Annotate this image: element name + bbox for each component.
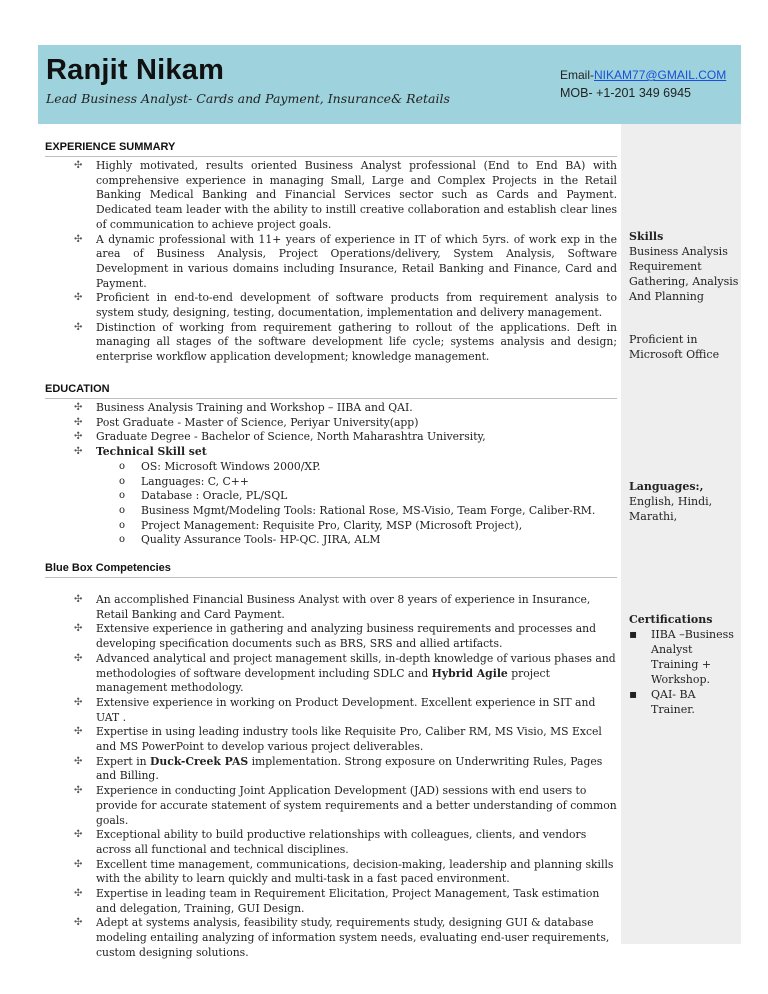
- bullet-icon: ✣: [74, 785, 83, 797]
- candidate-title: Lead Business Analyst- Cards and Payment, Insurance& Retails: [46, 91, 450, 106]
- resume-header: [38, 45, 741, 124]
- certifications-title: Certifications: [629, 613, 713, 626]
- list-item: ✣ Post Graduate - Master of Science, Periyar University(app): [74, 415, 419, 429]
- skill-line: Business Analysis: [629, 245, 728, 258]
- email-line: [560, 68, 726, 82]
- skill-set-title: Technical Skill set: [96, 445, 207, 459]
- phone-line: MOB- +1-201 349 6945: [560, 86, 691, 100]
- skill-item: o Project Management: Requisite Pro, Clarity, MSP (Microsoft Project),: [119, 518, 523, 532]
- bullet-icon: ✣: [74, 292, 83, 304]
- bullet-icon: ✣: [74, 652, 83, 664]
- list-item: ✣ Extensive experience in gathering and analyzing business requirements and processes and developing specification documents such as BRS, SRS and allied artifacts.: [74, 622, 597, 651]
- circle-bullet-icon: o: [119, 504, 126, 516]
- competencies-section: [45, 593, 617, 961]
- bullet-icon: ✣: [74, 726, 83, 738]
- skill-line: Gathering, Analysis: [629, 275, 739, 288]
- experience-list: [45, 159, 617, 365]
- skill-item: o Business Mgmt/Modeling Tools: Rational Rose, MS-Visio, Team Forge, Caliber-RM.: [119, 503, 596, 517]
- section-divider: [45, 156, 617, 157]
- education-list: [45, 401, 617, 460]
- email-link[interactable]: NIKAM77@GMAIL.COM: [594, 68, 727, 82]
- skills-title: Skills: [629, 230, 664, 243]
- list-item: ✣ Business Analysis Training and Workshop – IIBA and QAI.: [74, 401, 413, 414]
- circle-bullet-icon: o: [119, 475, 126, 487]
- competencies-list: [45, 593, 617, 961]
- list-item: ✣ Exceptional ability to build productive relationships with colleagues, clients, and vendors across all functional and technical disciplines.: [74, 828, 587, 856]
- section-divider: [45, 398, 617, 399]
- bullet-icon: ✣: [74, 917, 83, 929]
- skill-item: o Quality Assurance Tools- HP-QC. JIRA, ALM: [119, 533, 381, 547]
- list-item: ✣ Expertise in using leading industry tools like Requisite Pro, Caliber RM, MS Visio, MS Excel and MS PowerPoint to develop various project deliverables.: [74, 725, 602, 754]
- list-item: ✣ Proficient in end-to-end development of software products from requirement analysis to system study, designing, testing, documentation, implementation and delivery management.: [74, 291, 617, 320]
- sidebar-skills: [629, 229, 739, 304]
- experience-section-title: EXPERIENCE SUMMARY: [45, 141, 176, 153]
- certification-list: [629, 627, 739, 717]
- bullet-icon: ✣: [74, 858, 83, 870]
- certification-item: ▪ QAI- BA Trainer.: [629, 687, 739, 717]
- skill-item: o OS: Microsoft Windows 2000/XP.: [119, 459, 321, 473]
- proficient-line: Microsoft Office: [629, 348, 720, 361]
- candidate-name: Ranjit Nikam: [46, 54, 225, 86]
- list-item: ✣ Experience in conducting Joint Application Development (JAD) sessions with end users to provide for accurate statement of system requirements and a better understanding of common goals.: [74, 784, 617, 827]
- circle-bullet-icon: o: [119, 519, 126, 531]
- languages-title: Languages:,: [629, 480, 704, 493]
- sidebar: [621, 124, 741, 944]
- bullet-icon: ✣: [74, 233, 83, 245]
- bullet-icon: ✣: [74, 321, 83, 333]
- sidebar-certifications: [629, 612, 739, 717]
- education-section: [45, 401, 617, 548]
- language-line: Marathi,: [629, 510, 678, 523]
- bullet-icon: ✣: [74, 416, 83, 428]
- list-item: ✣ A dynamic professional with 11+ years of experience in IT of which 5yrs. of work exp in the area of Business Analysis, Project Operations/delivery, System Analysis, Software Development in various domains including Insurance, Retail Banking and Finance, Card and Payment.: [74, 232, 617, 290]
- list-item: ✣ Expertise in leading team in Requirement Elicitation, Project Management, Task estimation and delegation, Training, GUI Design.: [74, 887, 600, 915]
- bullet-icon: ✣: [74, 623, 83, 635]
- list-item: ✣ An accomplished Financial Business Analyst with over 8 years of experience in Insurance, Retail Banking and Card Payment.: [74, 593, 591, 621]
- bullet-icon: ✣: [74, 431, 83, 443]
- list-item: ✣ Excellent time management, communications, decision-making, leadership and planning skills with the ability to learn quickly and multi-task in a fast paced environment.: [74, 857, 614, 886]
- education-section-title: EDUCATION: [45, 383, 110, 395]
- bullet-icon: ✣: [74, 446, 83, 458]
- certification-item: ▪ IIBA –Business Analyst Training + Workshop.: [629, 627, 739, 687]
- technical-skill-list: [45, 460, 617, 548]
- circle-bullet-icon: o: [119, 534, 126, 546]
- list-item: ✣ Distinction of working from requirement gathering to rollout of the applications. Deft in managing all stages of the software development life cycle; systems analysis and design; enterprise workflow application development; knowledge management.: [74, 320, 617, 364]
- competencies-section-title: Blue Box Competencies: [45, 562, 171, 574]
- bullet-icon: ✣: [74, 829, 83, 841]
- proficient-line: Proficient in: [629, 333, 698, 346]
- skill-item: o Languages: C, C++: [119, 474, 249, 488]
- list-item: ✣ Highly motivated, results oriented Business Analyst professional (End to End BA) with comprehensive experience in managing Small, Large and Complex Projects in the Retail Banking Medical Banking and Financial Services sector such as Cards and Payment. Dedicated team leader with the ability to instill creative collaboration and establish clear lines of communication to achieve project goals.: [74, 159, 617, 231]
- bullet-icon: ✣: [74, 160, 83, 171]
- skill-line: And Planning: [629, 290, 704, 303]
- experience-section: [45, 159, 617, 365]
- list-item: ✣ Advanced analytical and project management skills, in-depth knowledge of various phases and methodologies of software development including SDLC and Hybrid Agile project management methodology.: [74, 651, 616, 695]
- circle-bullet-icon: o: [119, 490, 126, 502]
- list-item: ✣ Graduate Degree - Bachelor of Science, North Maharashtra University,: [74, 430, 486, 444]
- bullet-icon: ✣: [74, 594, 83, 605]
- bullet-icon: ✣: [74, 402, 83, 413]
- sidebar-languages: [629, 479, 739, 524]
- list-item: ✣ Extensive experience in working on Product Development. Excellent experience in SIT and UAT .: [74, 695, 596, 724]
- section-divider: [45, 577, 617, 578]
- list-item: [45, 445, 617, 460]
- bullet-icon: ✣: [74, 888, 83, 900]
- language-line: English, Hindi,: [629, 495, 713, 508]
- circle-bullet-icon: o: [119, 460, 126, 472]
- skill-line: Requirement: [629, 260, 702, 273]
- list-item: ✣ Expert in Duck-Creek PAS implementation. Strong exposure on Underwriting Rules, Pages and Billing.: [74, 754, 603, 783]
- sidebar-proficient: [629, 332, 739, 362]
- bullet-icon: ✣: [74, 696, 83, 708]
- email-label: Email-: [560, 68, 595, 82]
- list-item: ✣ Adept at systems analysis, feasibility study, requirements study, designing GUI & database modeling entailing analyzing of information system needs, evaluating end-user requirements, custom designing solutions.: [74, 916, 610, 959]
- skill-item: o Database : Oracle, PL/SQL: [119, 489, 288, 503]
- bullet-icon: ✣: [74, 755, 83, 767]
